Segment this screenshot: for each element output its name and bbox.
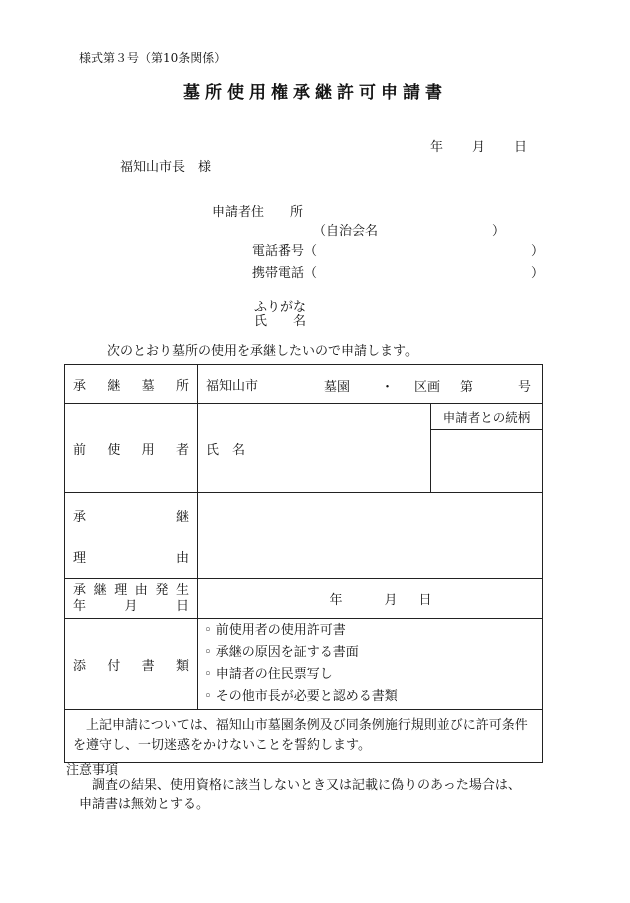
notes-title: 注意事項 [66,763,119,778]
declaration-text: 上記申請については、福知山市墓園条例及び同条例施行規則並びに許可条件を遵守し、一切迷惑をかけないことを誓約します。 [65,710,543,763]
intro-text: 次のとおり墓所の使用を承継したいので申請します。 [107,344,418,359]
date-year: 年 [430,140,444,155]
date-month: 月 [472,140,486,155]
reason-label-2 [65,547,197,566]
grave-location-cell[interactable] [198,365,543,404]
grave-row [65,365,543,404]
form-number: 様式第３号（第10条関係） [79,51,227,65]
addressee: 福知山市長 様 [120,160,212,175]
occurrence-day: 日 [418,593,432,608]
attachment-item: ◦ 申請者の住民票写し [204,667,333,682]
occurrence-label-2: 年月日 [73,598,189,614]
notes-body: 調査の結果、使用資格に該当しないとき又は記載に偽りのあった場合は、申請書は無効とする。 [79,778,521,812]
date-day: 日 [514,140,528,155]
prev-user-name-label: 氏 名 [206,442,246,458]
attachment-item: ◦ 前使用者の使用許可書 [204,623,346,638]
occurrence-year: 年 [329,593,343,608]
phone-label: 電話番号（ [252,244,318,259]
grave-cemetery: 墓園 [324,380,351,395]
application-table [64,364,543,763]
grave-dot: ・ [381,380,395,395]
reason-label-2-text: 理由 [73,550,189,566]
occurrence-date-cell[interactable] [198,579,543,619]
occurrence-label-1: 承継理由発生 [73,582,189,598]
reason-row [65,493,543,579]
occurrence-row [65,579,543,619]
grave-city: 福知山市 [206,378,259,394]
reason-label-1-text: 承継 [73,509,189,525]
phone-close: ） [531,244,545,259]
relation-label: 申請者との続柄 [431,404,543,430]
attachment-item: ◦ 承継の原因を証する書面 [204,645,359,660]
reason-value-cell[interactable] [198,493,543,579]
reason-label-cell [65,493,198,579]
prev-user-name-cell[interactable] [198,404,431,493]
mobile-phone-close: ） [531,266,545,281]
jichikai-label: （自治会名 [313,224,379,239]
occurrence-month: 月 [384,593,398,608]
reason-label-1 [65,506,197,525]
attachments-row [65,619,543,710]
document-title: 墓所使用権承継許可申請書 [183,83,447,103]
attachment-item: ◦ その他市長が必要と認める書類 [204,689,398,704]
attachments-cell [198,619,543,710]
declaration-row [65,710,543,763]
attachments-label: 添付書類 [65,619,198,710]
jichikai-close: ） [492,224,506,239]
furigana-label: ふりがな [254,300,307,315]
relation-value-cell[interactable] [431,430,543,493]
prev-user-label: 前使用者 [65,404,198,493]
grave-dai: 第 [460,380,474,395]
applicant-name-label: 氏 名 [254,314,307,329]
applicant-address-label: 申請者住 所 [212,205,304,220]
grave-go: 号 [518,380,532,395]
grave-section: 区画 [414,380,441,395]
prev-user-row [65,404,543,430]
mobile-phone-label: 携帯電話（ [252,266,318,281]
date-line [430,136,527,155]
occurrence-label-cell [65,579,198,619]
grave-label: 承継墓所 [65,365,198,404]
